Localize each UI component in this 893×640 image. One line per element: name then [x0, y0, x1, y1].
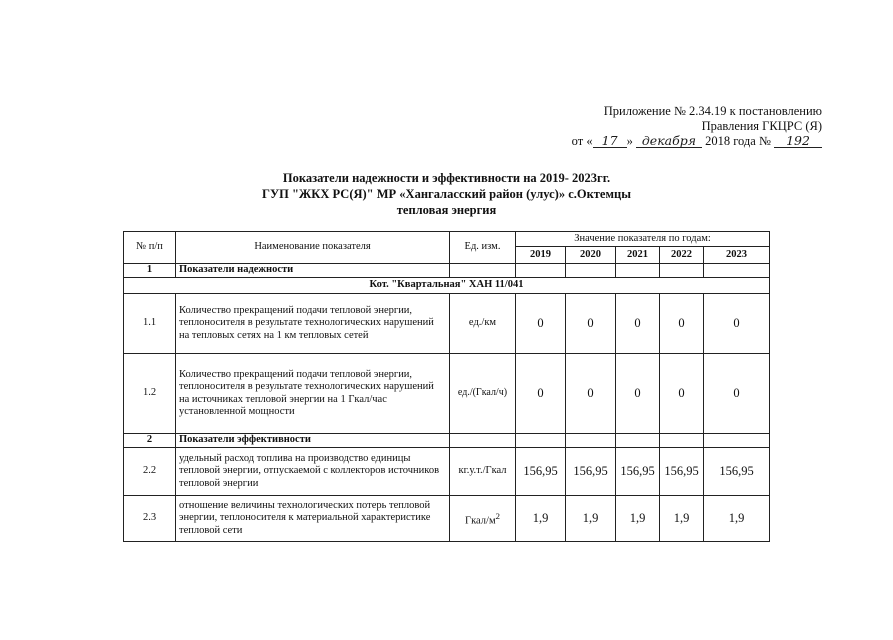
row-name: удельный расход топлива на производство единицы тепловой энергии, отпускаемой с коллекторов источников тепловой энергии: [176, 448, 450, 496]
row-value: 1,9: [566, 496, 616, 542]
header-unit: Ед. изм.: [450, 232, 516, 264]
appendix-header: [572, 104, 822, 149]
row-unit: [450, 496, 516, 542]
appendix-line3: [572, 134, 822, 149]
table-row: [124, 294, 770, 354]
handwritten-day: 17: [593, 135, 627, 148]
header-year: 2021: [616, 247, 660, 264]
header-year: 2019: [516, 247, 566, 264]
row-value: 1,9: [660, 496, 704, 542]
table-row: [124, 354, 770, 434]
header-values-by-year: Значение показателя по годам:: [516, 232, 770, 247]
row-value: 156,95: [704, 448, 770, 496]
row-unit: ед./(Гкал/ч): [450, 354, 516, 434]
row-value: 0: [704, 294, 770, 354]
row-value: 0: [660, 354, 704, 434]
row-unit: ед./км: [450, 294, 516, 354]
unit-superscript: 2: [495, 510, 500, 521]
appendix-line2: Правления ГКЦРС (Я): [701, 119, 822, 133]
title-line1: Показатели надежности и эффективности на 2019- 2023гг.: [282, 171, 611, 185]
row-num: 1.1: [124, 294, 176, 354]
year-text: 2018 года №: [705, 134, 771, 148]
row-num: 2.2: [124, 448, 176, 496]
section-row: [124, 264, 770, 278]
row-unit: кг.у.т./Гкал: [450, 448, 516, 496]
row-value: 1,9: [704, 496, 770, 542]
header-row: [124, 232, 770, 247]
row-value: 0: [516, 294, 566, 354]
section-num: 1: [124, 264, 176, 278]
header-name: Наименование показателя: [176, 232, 450, 264]
row-name: отношение величины технологических потерь тепловой энергии, теплоносителя к материальной характеристике тепловой сети: [176, 496, 450, 542]
row-value: 0: [616, 354, 660, 434]
section-label: Показатели надежности: [176, 264, 450, 278]
unit-text: Гкал/м: [465, 515, 496, 526]
row-value: 1,9: [616, 496, 660, 542]
appendix-line1: Приложение № 2.34.19 к постановлению: [603, 104, 822, 118]
row-num: 2.3: [124, 496, 176, 542]
section-label: Показатели эффективности: [176, 434, 450, 448]
title-line3: тепловая энергия: [396, 203, 497, 217]
table-row: [124, 496, 770, 542]
row-name: Количество прекращений подачи тепловой энергии, теплоносителя в результате технологических нарушений на источниках тепловой энергии на 1 Гкал/час установленной мощности: [176, 354, 450, 434]
document-title: [0, 170, 893, 218]
subheader-row: [124, 278, 770, 294]
row-value: 156,95: [566, 448, 616, 496]
handwritten-month: декабря: [636, 135, 702, 148]
section-num: 2: [124, 434, 176, 448]
row-value: 0: [616, 294, 660, 354]
row-name: Количество прекращений подачи тепловой энергии, теплоносителя в результате технологических нарушений на тепловых сетях на 1 км тепловых сетей: [176, 294, 450, 354]
row-value: 0: [566, 294, 616, 354]
row-value: 0: [660, 294, 704, 354]
row-value: 156,95: [616, 448, 660, 496]
row-value: 0: [704, 354, 770, 434]
table-row: [124, 448, 770, 496]
section-row: [124, 434, 770, 448]
row-value: 0: [516, 354, 566, 434]
row-value: 0: [566, 354, 616, 434]
quote-close: »: [626, 134, 633, 148]
header-year: 2020: [566, 247, 616, 264]
row-value: 1,9: [516, 496, 566, 542]
row-num: 1.2: [124, 354, 176, 434]
indicators-table: [123, 231, 770, 542]
row-value: 156,95: [516, 448, 566, 496]
row-value: 156,95: [660, 448, 704, 496]
handwritten-number: 192: [774, 135, 822, 148]
title-line2: ГУП "ЖКХ РС(Я)" МР «Хангаласский район (улус)» с.Октемцы: [262, 187, 631, 201]
from-text: от «: [571, 134, 593, 148]
header-year: 2022: [660, 247, 704, 264]
boiler-subheader: Кот. "Квартальная" ХАН 11/041: [124, 278, 770, 294]
header-year: 2023: [704, 247, 770, 264]
header-num: № п/п: [124, 232, 176, 264]
